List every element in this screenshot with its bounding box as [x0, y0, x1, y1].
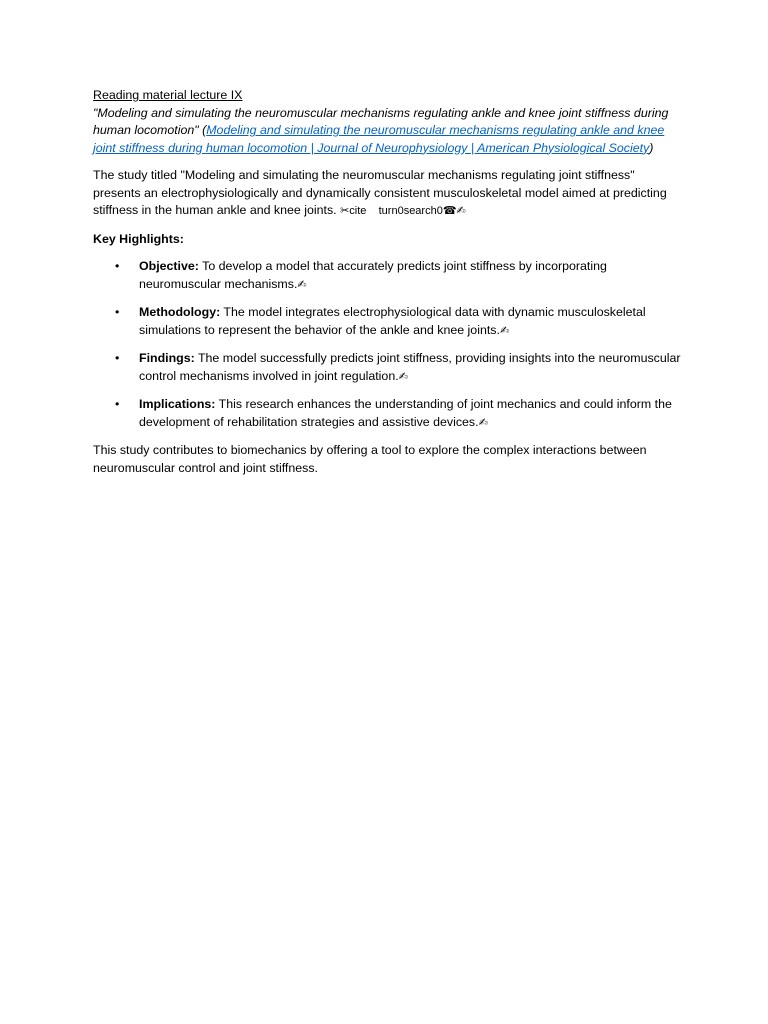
highlight-text: To develop a model that accurately predicts joint stiffness by incorporating neuromuscular mechanisms.	[139, 259, 607, 291]
edit-marker-icon: ✍	[398, 370, 408, 383]
citation-title: "Modeling and simulating the neuromuscular mechanisms regulating ankle and knee joint stiffness during human locomotion"	[93, 105, 669, 137]
citation-line	[93, 105, 683, 158]
list-item	[93, 396, 683, 432]
edit-marker-icon: ✍	[499, 324, 510, 337]
highlight-label: Methodology:	[139, 305, 221, 319]
lecture-heading: Reading material lecture IX	[93, 88, 243, 102]
journal-link[interactable]: Modeling and simulating the neuromuscular mechanisms regulating ankle and knee joint stiffness during human locomotion | Journal of Neurophysiology | American Physiological Society	[93, 123, 665, 155]
highlight-text: The model integrates electrophysiological data with dynamic musculoskeletal simulations to represent the behavior of the ankle and knee joints.	[139, 305, 646, 337]
bullet-icon: •	[115, 397, 120, 411]
highlight-text: The model successfully predicts joint stiffness, providing insights into the neuromuscular control mechanisms involved in joint regulation.	[139, 351, 681, 383]
intro-text: The study titled "Modeling and simulating the neuromuscular mechanisms regulating joint stiffness" presents an electrophysiologically and dynamically consistent musculoskeletal model aimed at predicting stiffness in the human ankle and knee joints.	[93, 168, 667, 217]
bullet-icon: •	[115, 305, 120, 319]
citation-open-paren: (	[198, 123, 207, 137]
list-item	[93, 350, 683, 386]
edit-marker-icon: ✍	[478, 416, 488, 429]
highlight-label: Implications:	[139, 397, 216, 411]
highlights-list	[93, 258, 683, 432]
cite-marker: ✂cite turn0search0☎✍	[340, 205, 466, 217]
citation-close-paren: )	[649, 140, 654, 155]
edit-marker-icon: ✍	[297, 278, 307, 291]
highlight-label: Objective:	[139, 259, 199, 273]
list-item	[93, 258, 683, 294]
bullet-icon: •	[115, 351, 120, 365]
highlight-text: This research enhances the understanding of joint mechanics and could inform the development of rehabilitation strategies and assistive devices.	[139, 397, 672, 429]
intro-paragraph	[93, 167, 683, 221]
bullet-icon: •	[115, 259, 120, 273]
highlight-label: Findings:	[139, 351, 195, 365]
list-item	[93, 304, 683, 340]
document-page	[93, 87, 683, 477]
key-highlights-label: Key Highlights:	[93, 231, 184, 246]
conclusion-paragraph: This study contributes to biomechanics by offering a tool to explore the complex interactions between neuromuscular control and joint stiffness.	[93, 443, 647, 475]
